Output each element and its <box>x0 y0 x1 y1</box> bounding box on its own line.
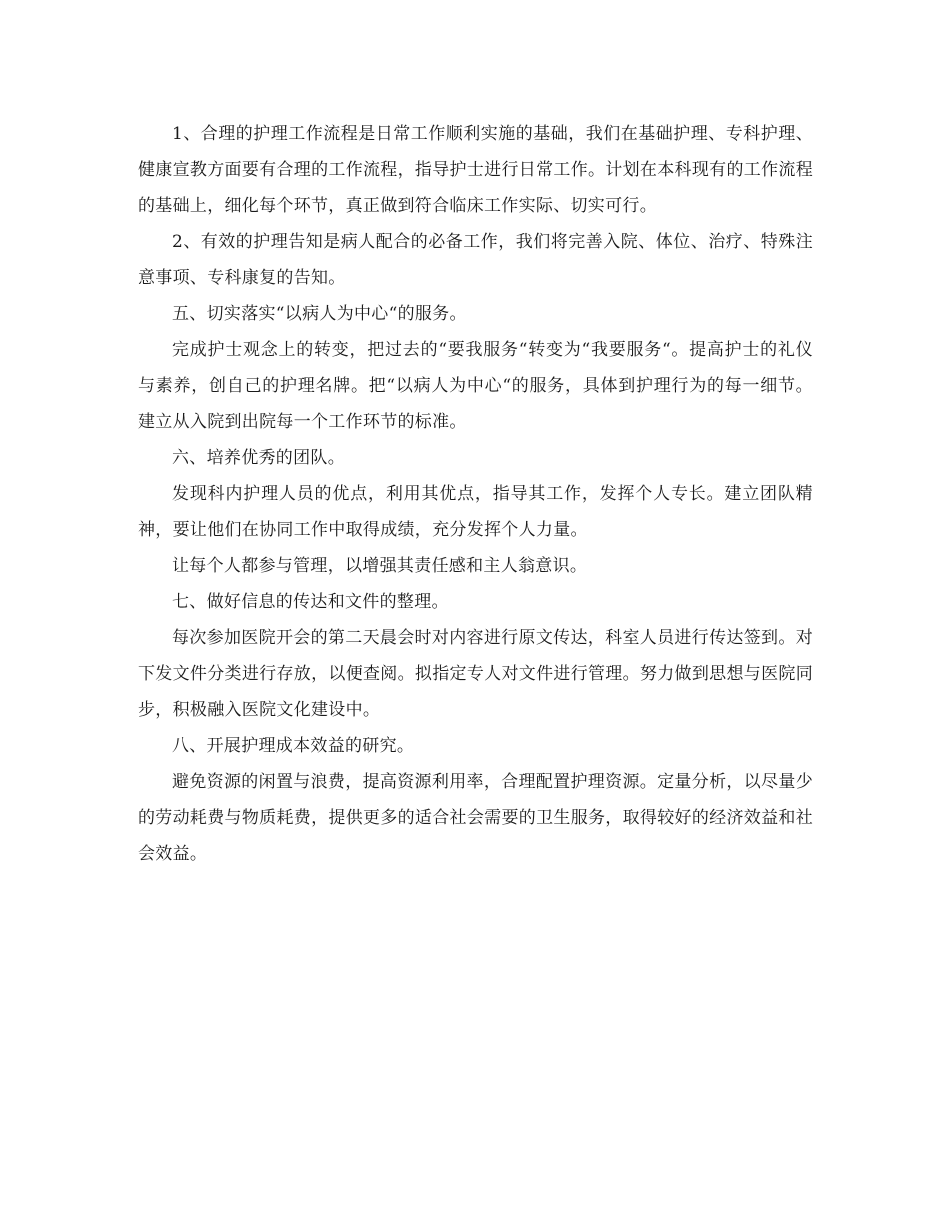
heading-section-seven: 七、做好信息的传达和文件的整理。 <box>172 592 449 612</box>
paragraph-service-concept: 完成护士观念上的转变，把过去的“要我服务“转变为“我要服务“。提高护士的礼仪与素养，创自己的护理名牌。把“以病人为中心“的服务，具体到护理行为的每一细节。建立从入院到出院每一个工作环节的标准。 <box>138 340 813 432</box>
heading-section-eight: 八、开展护理成本效益的研究。 <box>172 736 415 756</box>
heading-section-five: 五、切实落实“以病人为中心“的服务。 <box>172 304 467 324</box>
paragraph-team-strengths: 发现科内护理人员的优点，利用其优点，指导其工作，发挥个人专长。建立团队精神，要让他们在协同工作中取得成绩，充分发挥个人力量。 <box>138 484 813 540</box>
paragraph-management-participation: 让每个人都参与管理，以增强其责任感和主人翁意识。 <box>172 556 588 576</box>
paragraph-nursing-notification: 2、有效的护理告知是病人配合的必备工作，我们将完善入院、体位、治疗、特殊注意事项、专科康复的告知。 <box>138 232 813 288</box>
paragraph-cost-benefit: 避免资源的闲置与浪费，提高资源利用率，合理配置护理资源。定量分析，以尽量少的劳动耗费与物质耗费，提供更多的适合社会需要的卫生服务，取得较好的经济效益和社会效益。 <box>138 772 813 864</box>
document-body <box>138 116 813 872</box>
heading-section-six: 六、培养优秀的团队。 <box>172 448 345 468</box>
paragraph-information-documents: 每次参加医院开会的第二天晨会时对内容进行原文传达，科室人员进行传达签到。对下发文件分类进行存放，以便查阅。拟指定专人对文件进行管理。努力做到思想与医院同步，积极融入医院文化建设中。 <box>138 628 813 720</box>
paragraph-nursing-workflow: 1、合理的护理工作流程是日常工作顺利实施的基础，我们在基础护理、专科护理、健康宣教方面要有合理的工作流程，指导护士进行日常工作。计划在本科现有的工作流程的基础上，细化每个环节，真正做到符合临床工作实际、切实可行。 <box>138 124 813 216</box>
